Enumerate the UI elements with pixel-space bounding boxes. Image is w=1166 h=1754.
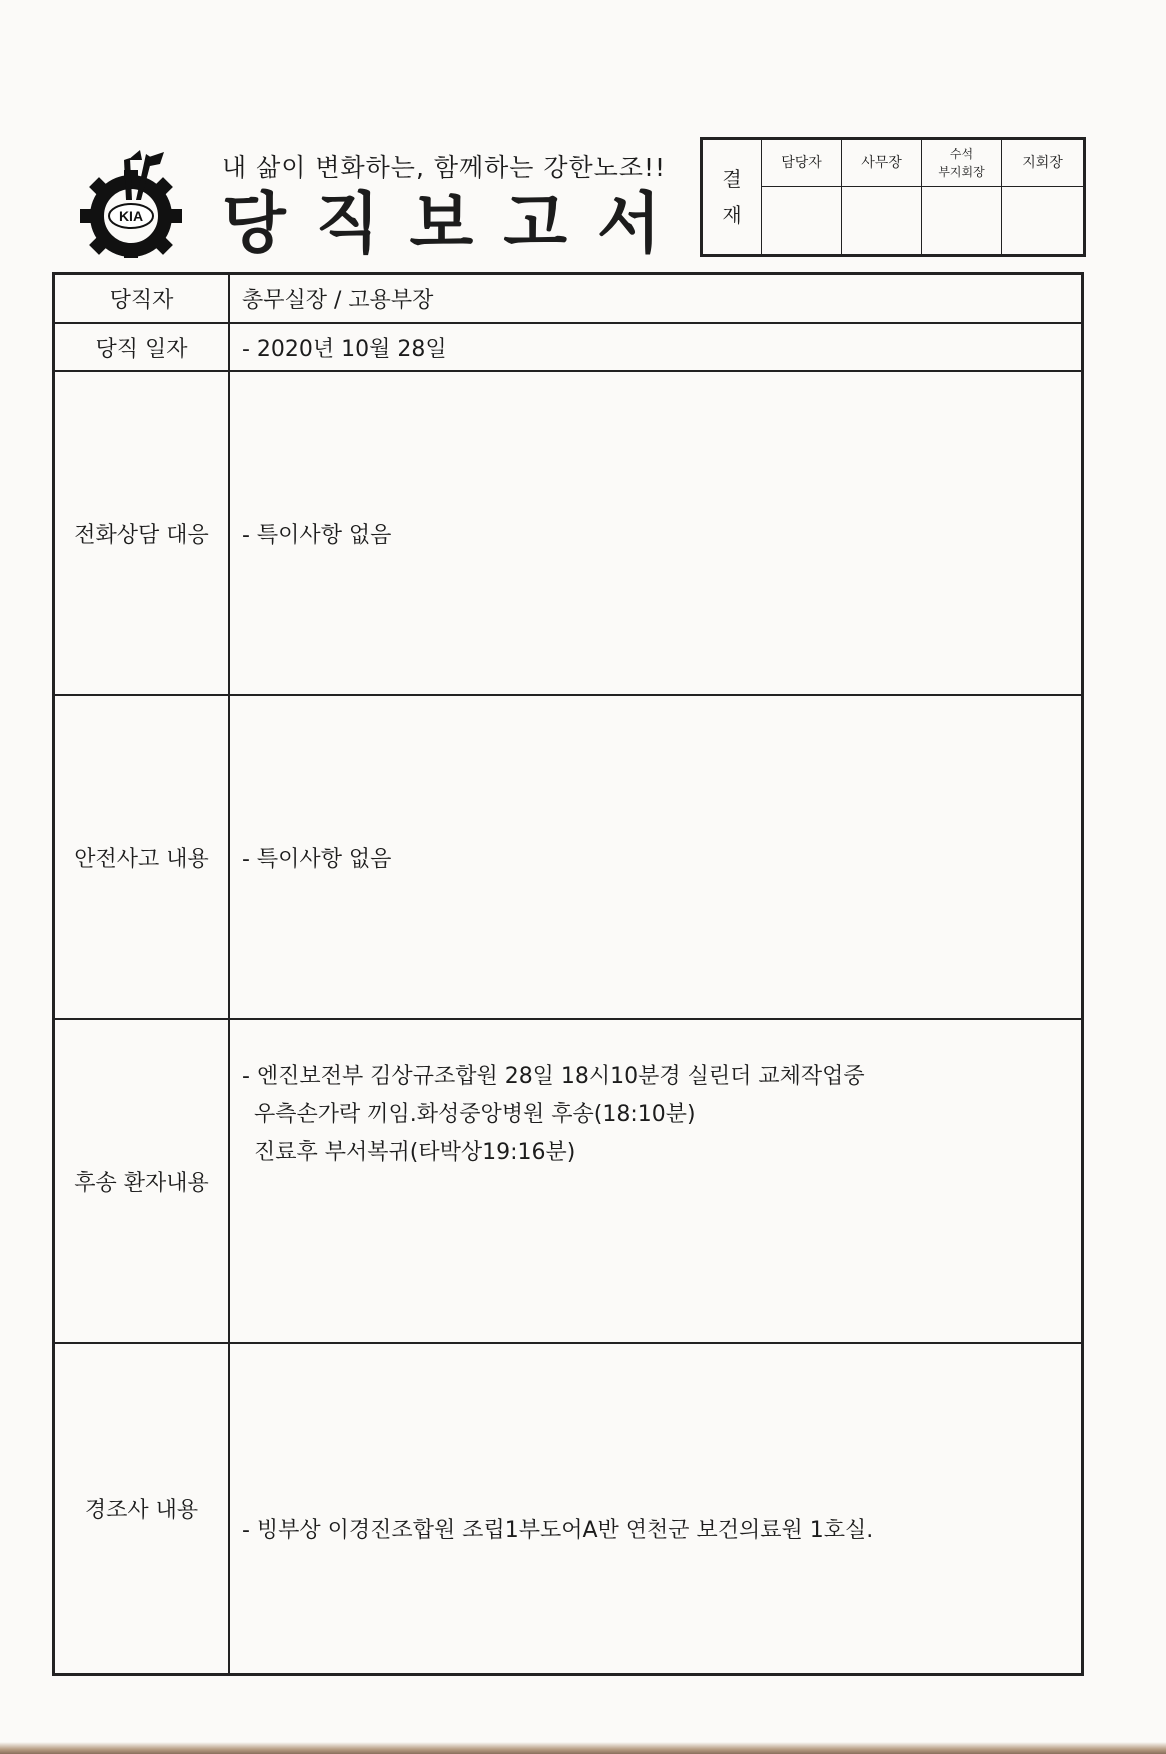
row-patient-transport bbox=[55, 1018, 1081, 1342]
row-phone-consult bbox=[55, 370, 1081, 694]
safety-accident-value: - 특이사항 없음 bbox=[242, 846, 392, 872]
row-condolence bbox=[55, 1342, 1081, 1673]
patient-line-2: 우측손가락 끼임.화성중앙병원 후송(18:10분) bbox=[254, 1102, 696, 1127]
approval-col-vice-chair-line2: 부지회장 bbox=[938, 165, 985, 179]
duty-officer-label: 당직자 bbox=[55, 275, 230, 322]
approval-col-secretary: 사무장 bbox=[841, 140, 921, 186]
report-table bbox=[52, 272, 1084, 1676]
slogan: 내 삶이 변화하는, 함께하는 강한노조!! bbox=[222, 153, 667, 182]
signature-cell-secretary bbox=[841, 186, 921, 254]
page-edge bbox=[0, 1742, 1166, 1754]
union-logo-icon bbox=[66, 150, 196, 260]
approval-col-staff: 담당자 bbox=[761, 140, 841, 186]
patient-transport-label: 후송 환자내용 bbox=[55, 1020, 230, 1342]
patient-line-3: 진료후 부서복귀(타박상19:16분) bbox=[254, 1140, 576, 1165]
safety-accident-label: 안전사고 내용 bbox=[55, 696, 230, 1018]
condolence-label: 경조사 내용 bbox=[55, 1344, 230, 1673]
signature-cell-chair bbox=[1001, 186, 1083, 254]
approval-label bbox=[703, 140, 761, 254]
condolence-value: - 빙부상 이경진조합원 조립1부도어A반 연천군 보건의료원 1호실. bbox=[242, 1518, 874, 1543]
approval-label-top: 결 bbox=[722, 167, 742, 191]
page-title: 당직보고서 bbox=[222, 185, 691, 262]
signature-cell-staff bbox=[761, 186, 841, 254]
approval-col-vice-chair bbox=[921, 140, 1001, 186]
duty-officer-value: 총무실장 / 고용부장 bbox=[242, 288, 434, 313]
logo-text: KIA bbox=[118, 208, 144, 224]
signature-cell-vice-chair bbox=[921, 186, 1001, 254]
duty-date-value: - 2020년 10월 28일 bbox=[242, 336, 447, 362]
row-duty-date bbox=[55, 322, 1081, 370]
patient-line-1: - 엔진보전부 김상규조합원 28일 18시10분경 실린더 교체작업중 bbox=[242, 1064, 865, 1089]
approval-col-vice-chair-line1: 수석 bbox=[949, 147, 974, 161]
approval-label-bottom: 재 bbox=[722, 203, 742, 227]
duty-date-label: 당직 일자 bbox=[55, 324, 230, 370]
approval-col-chair: 지회장 bbox=[1001, 140, 1083, 186]
patient-transport-value bbox=[230, 1020, 1081, 1342]
row-duty-officer bbox=[55, 275, 1081, 322]
phone-consult-value: - 특이사항 없음 bbox=[242, 522, 392, 548]
row-safety-accident bbox=[55, 694, 1081, 1018]
approval-box bbox=[700, 137, 1086, 257]
phone-consult-label: 전화상담 대응 bbox=[55, 372, 230, 694]
